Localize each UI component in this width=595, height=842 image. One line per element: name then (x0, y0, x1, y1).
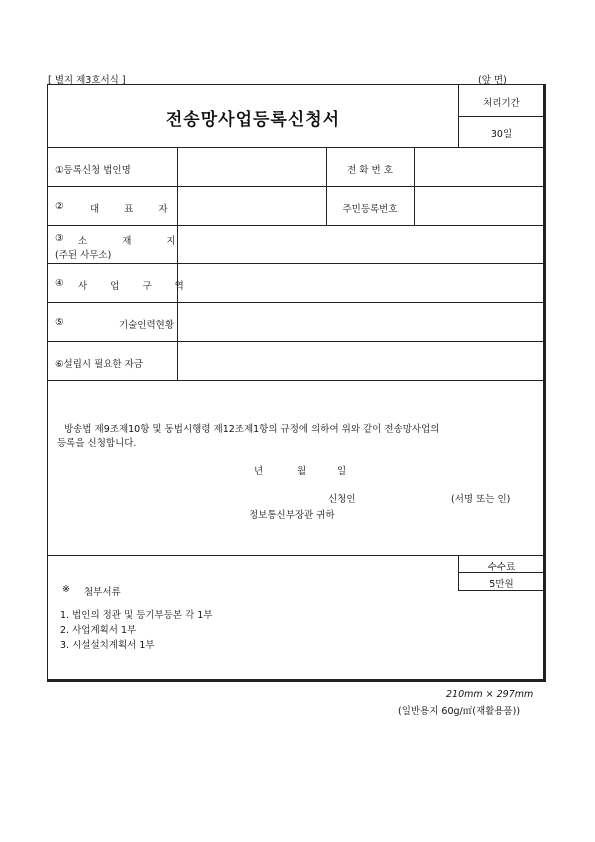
side-label: (앞 면) (478, 75, 507, 86)
resident-number-field[interactable] (416, 188, 544, 224)
funds-label: ⑥설립시 필요한 자금 (55, 359, 143, 370)
business-area-field[interactable] (179, 265, 544, 301)
funds-field[interactable] (179, 343, 544, 379)
tech-staff-number: ⑤ (55, 317, 64, 328)
phone-field[interactable] (416, 149, 544, 185)
attachments-mark: ※ (62, 584, 70, 595)
location-sub-label: (주된 사무소) (55, 250, 112, 261)
processing-label: 처리기간 (483, 98, 520, 109)
location-number: ③ (55, 233, 64, 244)
location-text: 소 재 지 (78, 236, 192, 247)
statement-line-2: 등록을 신청합니다. (57, 438, 137, 449)
business-area-number: ④ (55, 278, 64, 289)
recipient-label: 정보통신부장관 귀하 (249, 510, 335, 521)
fee-label: 수수료 (487, 562, 516, 573)
date-year: 년 (254, 466, 264, 477)
business-area-label (78, 278, 194, 292)
representative-field[interactable] (179, 188, 325, 224)
phone-label: 전 화 번 호 (347, 165, 393, 176)
tech-staff-label: 기술인력현황 (118, 320, 174, 331)
signature-label: (서명 또는 인) (451, 494, 511, 505)
applicant-label: 신청인 (328, 494, 356, 505)
fee-value: 5만원 (489, 579, 514, 590)
company-name-field[interactable] (179, 149, 325, 185)
location-label (78, 233, 192, 247)
paper-size: 210mm × 297mm (446, 689, 534, 700)
representative-label (90, 201, 179, 215)
representative-number: ② (55, 201, 64, 212)
date-month: 월 (297, 466, 307, 477)
tech-staff-field[interactable] (179, 304, 544, 340)
business-area-text: 사 업 구 역 (78, 281, 194, 292)
page-title: 전송망사업등록신청서 (165, 110, 341, 130)
date-day: 일 (337, 466, 347, 477)
attachment-item-1: 1. 법인의 정관 및 등기부등본 각 1부 (60, 610, 213, 621)
resident-number-label: 주민등록번호 (342, 204, 398, 215)
representative-text: 대 표 자 (90, 204, 179, 215)
attachment-item-2: 2. 사업계획서 1부 (60, 625, 137, 636)
statement-line-1: 방송법 제9조제10항 및 동법시행령 제12조제1항의 규정에 의하여 위와 같이 전송망사업의 (64, 424, 440, 435)
attachments-heading: 첨부서류 (84, 587, 121, 598)
processing-value: 30일 (490, 129, 513, 140)
attachment-item-3: 3. 시설설치계획서 1부 (60, 640, 155, 651)
company-name-label: ①등록신청 법인명 (55, 165, 131, 176)
paper-type: (일반용지 60g/㎡(재활용품)) (398, 706, 521, 717)
location-field[interactable] (179, 227, 544, 262)
form-number: [ 별지 제3호서식 ] (48, 75, 126, 86)
